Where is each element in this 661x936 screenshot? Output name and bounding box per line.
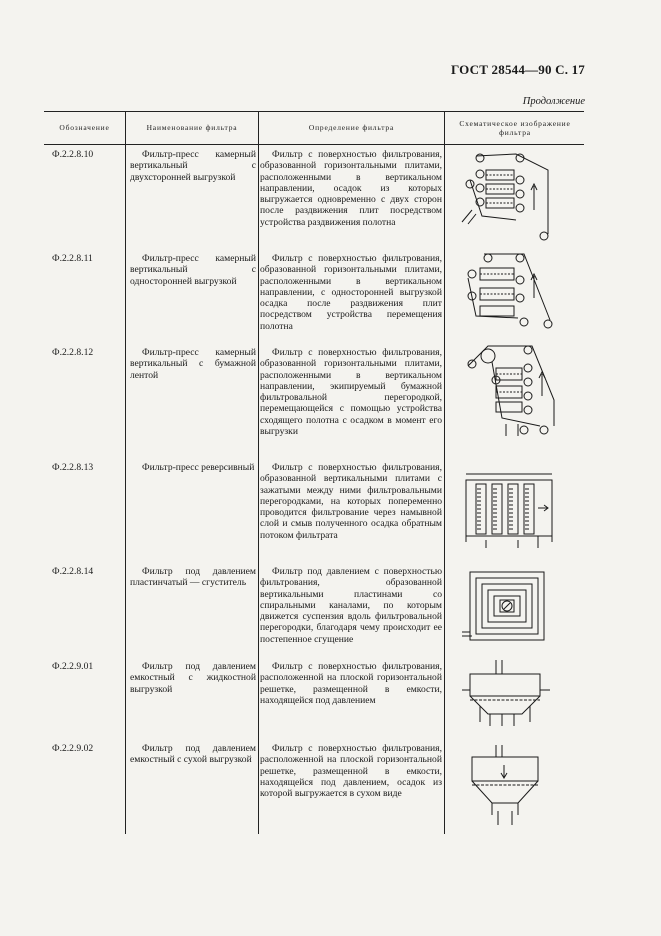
reversible-press-scheme-icon <box>458 470 558 550</box>
row-code: Ф.2.2.9.02 <box>52 743 94 754</box>
row-name: Фильтр под давлением емкостный с сухой выгрузкой <box>130 743 256 766</box>
page-header: ГОСТ 28544—90 С. 17 <box>451 62 585 77</box>
tank-dry-discharge-scheme-icon <box>458 745 554 829</box>
row-name: Фильтр-пресс реверсивный <box>142 462 255 473</box>
column-divider-3 <box>444 111 445 834</box>
chamber-press-one-sided-scheme-icon <box>458 250 554 330</box>
column-divider-2 <box>258 111 259 834</box>
row-code: Ф.2.2.8.13 <box>52 462 94 473</box>
row-code: Ф.2.2.8.10 <box>52 149 94 160</box>
row-name: Фильтр-пресс камерный вертикальный с односторонней выгрузкой <box>130 253 256 287</box>
row-definition: Фильтр с поверхностью фильтрования, образованной вертикальными плитами с зажатыми между ними фильтровальными перегородками, на которых попеременно проводится фильтрование через намывной слой и смыв полученного осадка обратным потоком фильтрата <box>260 462 442 541</box>
spiral-plate-thickener-scheme-icon <box>458 570 548 644</box>
row-definition: Фильтр с поверхностью фильтрования, расположенной на плоской горизонтальной решетке, размещенной в емкости, находящейся под давлением <box>260 661 442 706</box>
row-code: Ф.2.2.9.01 <box>52 661 94 672</box>
row-code: Ф.2.2.8.12 <box>52 347 94 358</box>
column-header-definition: Определение фильтра <box>308 123 395 133</box>
continuation-label: Продолжение <box>522 96 585 107</box>
paper-belt-press-scheme-icon <box>458 340 560 438</box>
row-definition: Фильтр под давлением с поверхностью фильтрования, образованной вертикальными пластинами со спиральными каналами, по которым движется суспензия вдоль фильтровальной перегородки, благодаря чему происходит ее постепенное сгущение <box>260 566 442 645</box>
row-name: Фильтр-пресс камерный вертикальный с двухсторонней выгрузкой <box>130 149 256 183</box>
row-definition: Фильтр с поверхностью фильтрования, расположенной на плоской горизонтальной решетке, размещенной в емкости, находящейся под давлением, осадок из которой выгружается в сухом виде <box>260 743 442 800</box>
row-definition: Фильтр с поверхностью фильтрования, образованной горизонтальными плитами, расположенными в вертикальном направлении, с односторонней выгрузкой осадка после раздвижения плит посредством устройства перемещения полотна <box>260 253 442 332</box>
row-code: Ф.2.2.8.14 <box>52 566 94 577</box>
row-name: Фильтр под давлением пластинчатый — сгуститель <box>130 566 256 589</box>
tank-liquid-discharge-scheme-icon <box>458 660 554 730</box>
row-name: Фильтр-пресс камерный вертикальный с бумажной лентой <box>130 347 256 381</box>
column-header-name: Наименование фильтра <box>146 123 238 133</box>
column-header-code: Обозначение <box>59 123 110 133</box>
row-name: Фильтр под давлением емкостный с жидкостной выгрузкой <box>130 661 256 695</box>
column-header-scheme: Схематическое изображение фильтра <box>459 118 571 137</box>
row-definition: Фильтр с поверхностью фильтрования, образованной горизонтальными плитами, расположенными в вертикальном направлении, осадок из которых выгружается одновременно с двух сторон после раздвижения плит посредством устройства раздвижения полотна <box>260 149 442 228</box>
column-divider-1 <box>125 111 126 834</box>
row-definition: Фильтр с поверхностью фильтрования, образованной горизонтальными плитами, расположенными в вертикальном направлении, экипируемый бумажной фильтровальной перегородкой, перемещающейся с помощью устройства сходящего полотна с осадком в момент его выгрузки <box>260 347 442 438</box>
chamber-press-two-sided-scheme-icon <box>458 150 554 242</box>
row-code: Ф.2.2.8.11 <box>52 253 93 264</box>
